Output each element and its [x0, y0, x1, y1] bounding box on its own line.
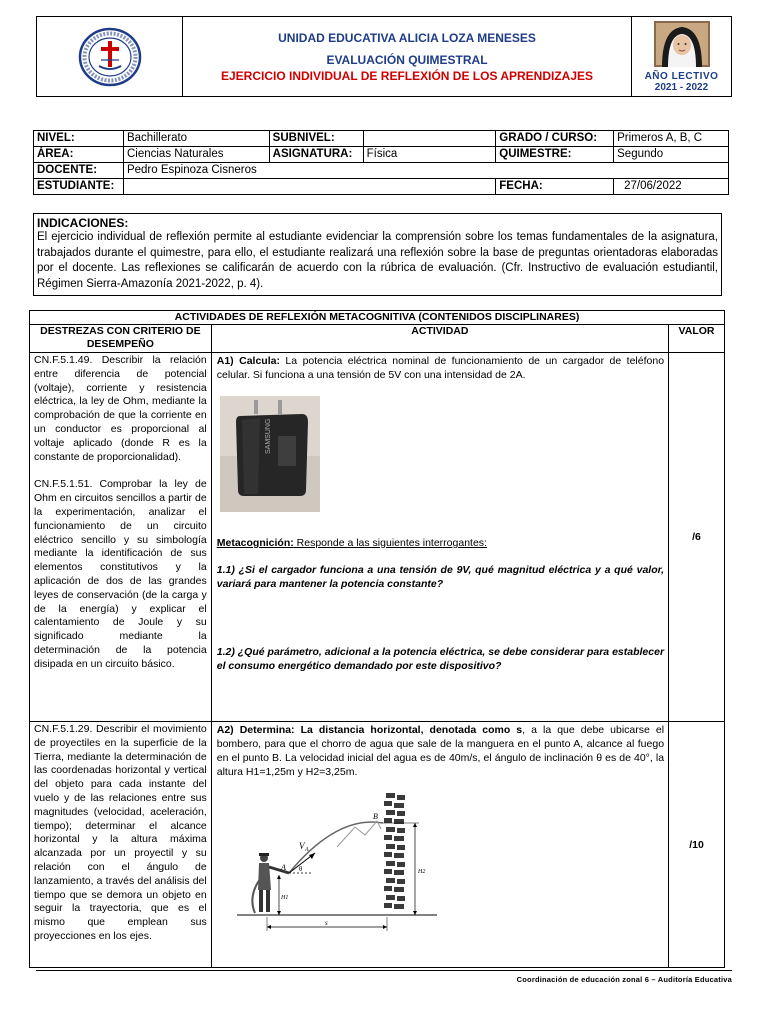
col-valor: VALOR — [669, 325, 725, 353]
year-cell — [632, 17, 732, 97]
title-cell — [183, 17, 632, 97]
activity-cell-2 — [211, 722, 668, 968]
label-h1: H1 — [280, 895, 289, 901]
grado-value: Primeros A, B, C — [614, 131, 729, 147]
meta-label: Metacognición: — [216, 537, 294, 549]
exercise-title: EJERCICIO INDIVIDUAL DE REFLEXIÓN DE LOS APRENDIZAJES — [220, 68, 594, 83]
exam-title: EVALUACIÓN QUIMESTRAL — [326, 52, 488, 67]
estudiante-value[interactable] — [123, 179, 495, 195]
nivel-value: Bachillerato — [123, 131, 269, 147]
footer-text: Coordinación de educación zonal 6 – Auditoría Educativa — [516, 975, 732, 984]
indications-box — [33, 213, 722, 296]
info-table — [33, 130, 729, 195]
area-label: ÁREA: — [34, 147, 124, 163]
valor-cell-2: /10 — [669, 722, 725, 968]
label-b: B — [372, 812, 378, 821]
activities-table — [29, 310, 725, 968]
label-va-sub: A — [304, 847, 309, 853]
meta-text: Responde a las siguientes interrogantes: — [293, 537, 487, 549]
label-h2: H2 — [417, 869, 426, 875]
destreza-cell-1 — [30, 353, 212, 722]
indications-title: INDICACIONES: — [37, 216, 129, 230]
question-1-2: 1.2) ¿Qué parámetro, adicional a la potencia eléctrica, se debe considerar para establecer el consumo energético demandado por este dispositivo? — [216, 646, 665, 672]
quimestre-label: QUIMESTRE: — [496, 147, 614, 163]
subnivel-value[interactable] — [363, 131, 496, 147]
area-value: Ciencias Naturales — [123, 147, 269, 163]
document-header — [36, 16, 732, 97]
a1-label: A1) Calcula: — [216, 355, 280, 367]
col-actividad: ACTIVIDAD — [211, 325, 668, 353]
label-theta: θ — [298, 865, 303, 873]
school-name: UNIDAD EDUCATIVA ALICIA LOZA MENESES — [278, 30, 536, 45]
destreza-text: CN.F.5.1.51. Comprobar la ley de Ohm en circuitos sencillos a partir de la experimentación, analizar el funcionamiento de un circuito eléctrico sencillo y su simbología mediante la identificación de sus elementos constitutivos y la aplicación de dos de las grandes leyes de conservación (de la carga y de la energía) y explicar el calentamiento de Joule y su significado mediante la determinación de la potencia disipada en un circuito básico. — [34, 478, 207, 670]
fecha-label: FECHA: — [496, 179, 614, 195]
projectile-diagram — [237, 785, 437, 955]
asignatura-label: ASIGNATURA: — [269, 147, 363, 163]
charger-brand: SAMSUNG — [264, 418, 272, 454]
phone-charger-image — [220, 396, 320, 512]
col-destrezas: DESTREZAS CON CRITERIO DE DESEMPEÑO — [30, 325, 212, 353]
nivel-label: NIVEL: — [34, 131, 124, 147]
label-s: s — [324, 919, 328, 927]
estudiante-label: ESTUDIANTE: — [34, 179, 124, 195]
activity-row-2 — [30, 722, 725, 968]
question-1-1: 1.1) ¿Si el cargador funciona a una tensión de 9V, qué magnitud eléctrica y a qué valor, variará para mantener la potencia constante? — [216, 564, 665, 590]
label-va: V — [298, 841, 305, 851]
subnivel-label: SUBNIVEL: — [269, 131, 363, 147]
a2-bold: La distancia horizontal, denotada como s — [294, 724, 523, 736]
activity-row-1 — [30, 353, 725, 722]
footer-divider — [36, 970, 732, 971]
a1-text: La potencia eléctrica nominal de funcionamiento de un cargador de teléfono celular. Si funciona a una tensión de 5V con una intensidad de 2A. — [216, 355, 665, 381]
year-value: 2021 - 2022 — [654, 81, 709, 93]
label-a: A — [280, 863, 286, 872]
a2-text: , a la que debe ubicarse el bombero, para que el chorro de agua que sale de la manguera en el punto A, alcance al fuego en el punto B. La velocidad inicial del agua es de 40m/s, el ángulo de inclinación θ es de 40°, la altura H1=1,25m y H2=3,25m. — [216, 724, 665, 778]
activity-cell-1 — [211, 353, 668, 722]
nun-portrait-icon — [654, 21, 710, 67]
logo-cell — [37, 17, 183, 97]
asignatura-value: Física — [363, 147, 496, 163]
school-seal-icon — [77, 26, 143, 88]
docente-value: Pedro Espinoza Cisneros — [123, 163, 728, 179]
activities-title: ACTIVIDADES DE REFLEXIÓN METACOGNITIVA (CONTENIDOS DISCIPLINARES) — [30, 311, 725, 325]
quimestre-value: Segundo — [614, 147, 729, 163]
valor-cell-1: /6 — [669, 353, 725, 722]
grado-label: GRADO / CURSO: — [496, 131, 614, 147]
indications-text: El ejercicio individual de reflexión permite al estudiante evidenciar la comprensión sobre los temas fundamentales de la asignatura, trabajados durante el quimestre, para ello, el estudiante realizará una reflexión sobre la base de preguntas orientadoras elaboradas por el docente. Las reflexiones se calificarán de acuerdo con la rúbrica de evaluación. (Cfr. Instructivo de evaluación estudiantil, Régimen Sierra-Amazonía 2021-2022, p. 4). — [37, 231, 718, 290]
destreza-cell-2: CN.F.5.1.29. Describir el movimiento de proyectiles en la superficie de la Tierra, mediante la determinación de las coordenadas horizontal y vertical del objeto para cada instante del vuelo y de las relaciones entre sus magnitudes (velocidad, aceleración, tiempo); determinar el alcance horizontal y la altura máxima alcanzada por un proyectil y su relación con el ángulo de lanzamiento, a través del análisis del tiempo que se demora un objeto en seguir la trayectoria, que es el mismo que emplean sus proyecciones en los ejes. — [30, 722, 212, 968]
fecha-value: 27/06/2022 — [614, 179, 729, 195]
a2-label: A2) Determina: — [216, 724, 295, 736]
year-label: AÑO LECTIVO — [644, 70, 719, 82]
docente-label: DOCENTE: — [34, 163, 124, 179]
destreza-text: CN.F.5.1.49. Describir la relación entre diferencia de potencial (voltaje), corriente y resistencia eléctrica, la ley de Ohm, mediante la comprobación de que la corriente en un conductor es proporcional al voltaje aplicado (donde R es la constante de proporcionalidad). — [34, 354, 207, 463]
